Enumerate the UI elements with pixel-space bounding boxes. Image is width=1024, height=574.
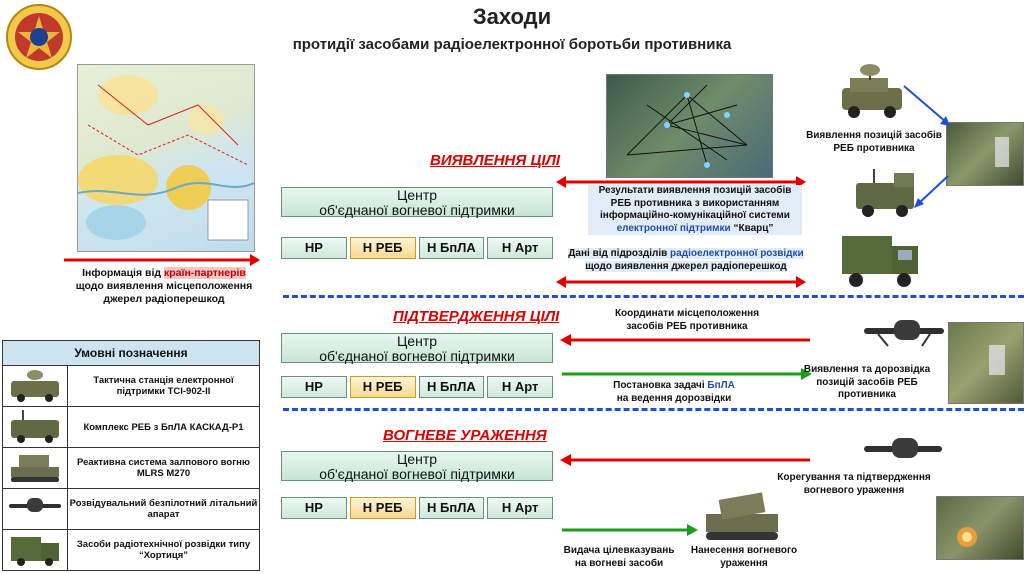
recon-photo-2 xyxy=(948,322,1024,404)
unit-n-art: Н Арт xyxy=(487,237,553,259)
radio-recon-truck-icon xyxy=(7,531,63,567)
center-subtitle: об'єднаної вогневої підтримки xyxy=(319,348,515,364)
uav-icon xyxy=(858,312,950,352)
uav-icon xyxy=(7,490,63,526)
center-subtitle: об'єднаної вогневої підтримки xyxy=(319,202,515,218)
task-text-c: на ведення дорозвідки xyxy=(616,392,732,404)
mlrs-icon xyxy=(700,488,786,544)
legend-table xyxy=(2,340,260,571)
legend-icon-cell xyxy=(3,530,68,571)
center-title: Центр xyxy=(396,451,438,467)
partner-info-note xyxy=(73,267,255,306)
page-title: Заходи xyxy=(472,4,552,29)
legend-text: Засоби радіотехнічної розвідки типу “Хортиця” xyxy=(68,530,260,571)
stage-label-detection: ВИЯВЛЕННЯ ЦІЛІ xyxy=(430,152,561,169)
fire-support-center-2 xyxy=(281,333,553,363)
left-red-arrow xyxy=(60,252,260,268)
task-note xyxy=(594,380,754,405)
radio-recon-truck-icon xyxy=(838,228,924,292)
mlrs-icon xyxy=(7,449,63,485)
ew-station-vehicle-icon xyxy=(7,367,63,403)
legend-icon-cell xyxy=(3,489,68,530)
unit-n-bpla: Н БпЛА xyxy=(419,376,485,398)
results-text-b: електронної підтримки xyxy=(616,222,731,234)
unit-n-reb: Н РЕБ xyxy=(350,497,416,519)
stage-separator-2 xyxy=(283,408,1024,411)
task-text-b: БпЛА xyxy=(707,380,735,391)
stage-label-strike: ВОГНЕВЕ УРАЖЕННЯ xyxy=(383,427,547,444)
center-subtitle: об'єднаної вогневої підтримки xyxy=(319,466,515,482)
ew-complex-vehicle-icon xyxy=(7,408,63,444)
heat-map-image xyxy=(77,64,255,252)
unit-n-art: Н Арт xyxy=(487,497,553,519)
unit-nr: НР xyxy=(281,497,347,519)
partner-info-rest: щодо виявлення місцеположення джерел радіоперешкод xyxy=(75,280,253,305)
stage-separator-1 xyxy=(283,295,1024,298)
coords-note: Координати місцеположення засобів РЕБ противника xyxy=(614,308,760,332)
legend-icon-cell xyxy=(3,407,68,448)
unit-n-reb: Н РЕБ xyxy=(350,376,416,398)
results-note xyxy=(588,185,802,235)
legend-text: Комплекс РЕБ з БпЛА КАСКАД-Р1 xyxy=(68,407,260,448)
legend-title: Умовні позначення xyxy=(3,341,260,366)
recon-text-c: щодо виявлення джерел радіоперешкод xyxy=(585,260,787,272)
legend-text: Розвідувальний безпілотний літальний апарат xyxy=(68,489,260,530)
partner-info-prefix: Інформація від xyxy=(82,267,164,279)
network-image xyxy=(606,74,773,178)
task-text-a: Постановка задачі xyxy=(613,380,708,391)
units-row-2 xyxy=(281,376,553,398)
legend-text: Тактична станція електронної підтримки ТСІ-902-ІІ xyxy=(68,366,260,407)
legend-row xyxy=(3,489,260,530)
recon-note xyxy=(560,248,812,273)
legend-icon-cell xyxy=(3,366,68,407)
legend-row xyxy=(3,366,260,407)
detect-top-note: Виявлення позицій засобів РЕБ противника xyxy=(806,130,942,154)
blue-link-arrows xyxy=(900,80,980,220)
unit-nr: НР xyxy=(281,376,347,398)
unit-n-art: Н Арт xyxy=(487,376,553,398)
center-title: Центр xyxy=(396,187,438,203)
legend-row xyxy=(3,448,260,489)
center-title: Центр xyxy=(396,333,438,349)
strike-photo xyxy=(936,496,1024,560)
results-text-c: “Кварц” xyxy=(730,222,774,234)
recon-text-b: радіоелектронної розвідки xyxy=(670,248,804,259)
correct-note: Корегування та підтвердження вогневого ураження xyxy=(777,472,931,496)
legend-row xyxy=(3,530,260,571)
unit-n-bpla: Н БпЛА xyxy=(419,497,485,519)
recon-text-a: Дані від підрозділів xyxy=(568,248,671,259)
unit-n-reb: Н РЕБ xyxy=(350,237,416,259)
unit-n-bpla: Н БпЛА xyxy=(419,237,485,259)
issue-note: Видача цілевказувань на вогневі засоби xyxy=(563,545,675,569)
unit-nr: НР xyxy=(281,237,347,259)
fire-support-center-3 xyxy=(281,451,553,481)
legend-icon-cell xyxy=(3,448,68,489)
uav-icon xyxy=(858,430,948,470)
detect-mid-note: Виявлення та дорозвідка позицій засобів РЕБ противника xyxy=(803,364,931,400)
stage2-arrows xyxy=(560,332,812,382)
fire-support-center-1 xyxy=(281,187,553,217)
partner-info-highlight: країн-партнерів xyxy=(163,267,246,279)
legend-row xyxy=(3,407,260,448)
page-subtitle: протидії засобами радіоелектронної боротьби противника xyxy=(292,36,732,53)
units-row-3 xyxy=(281,497,553,519)
stage-label-confirmation: ПІДТВЕРДЖЕННЯ ЦІЛІ xyxy=(393,308,560,325)
results-text-a: Результати виявлення позицій засобів РЕБ противника з використанням інформаційно-комунікаційної системи xyxy=(598,185,792,221)
ew-station-vehicle-icon xyxy=(838,62,908,122)
units-row-1 xyxy=(281,237,553,259)
legend-text: Реактивна система залпового вогню MLRS M270 xyxy=(68,448,260,489)
strike-note: Нанесення вогневого ураження xyxy=(690,545,798,569)
